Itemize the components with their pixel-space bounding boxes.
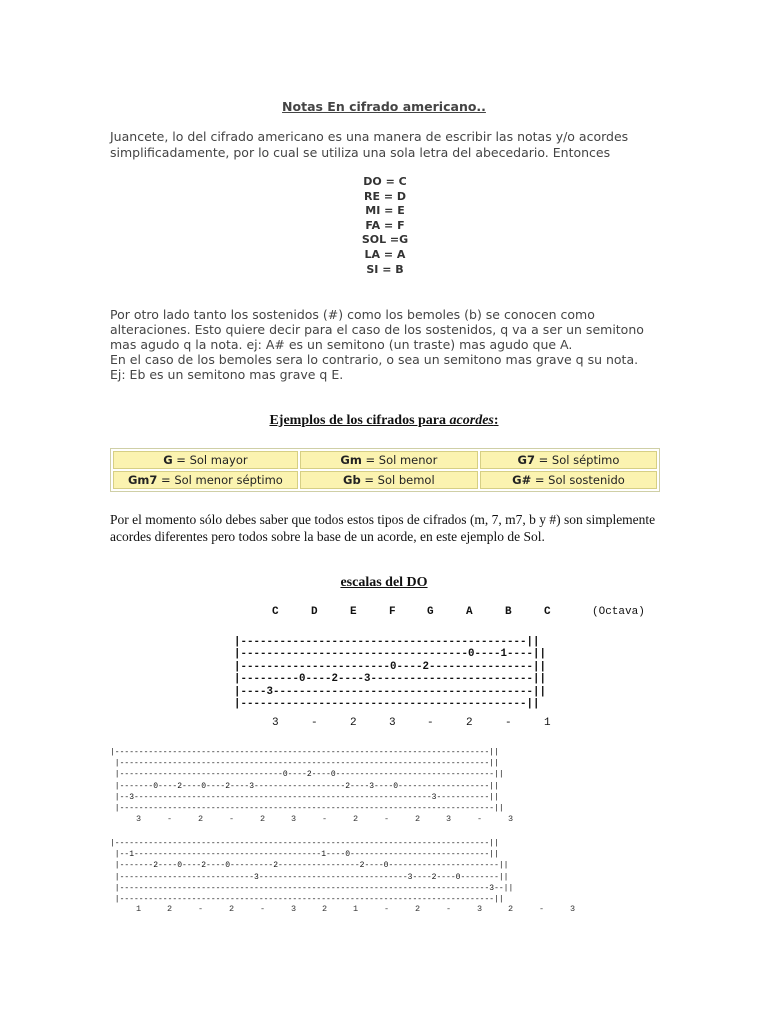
chord-meaning: = Sol menor séptimo [157, 473, 283, 487]
tab-line: |--1---------------------------------------1----0-----------------------------|| [110, 850, 499, 860]
note-item: SI = B [366, 262, 404, 276]
notes-equivalence-list [335, 175, 435, 277]
note-item: DO = C [363, 175, 407, 188]
finger-number: - [505, 717, 512, 729]
finger-number: 3 [477, 904, 483, 914]
finger-number: - [260, 904, 266, 914]
page-title: Notas En cifrado americano.. [282, 99, 486, 114]
tab-line: |-----------------------------------------------------------------------------3--|| [110, 883, 514, 893]
tab-line: |----------------------------------0----2----0---------------------------------|| [110, 770, 504, 780]
note-item: FA = F [365, 218, 405, 232]
finger-number: 2 [466, 717, 473, 729]
finger-number: 2 [353, 814, 359, 824]
tab-line: |------------------------------------------------------------------------------|| [110, 748, 499, 757]
chord-cell [113, 451, 298, 469]
finger-number: 3 [136, 814, 142, 824]
tab-line: |----------------------------3-------------------------------3----2----0--------|| [110, 872, 509, 882]
scales-heading: escalas del DO [340, 575, 428, 590]
intro-paragraph: Juancete, lo del cifrado americano es una manera de escribir las notas y/o acordes simplificadamente, por lo cual se utiliza una sola letra del abecedario. Entonces [110, 129, 629, 160]
finger-number: - [167, 814, 173, 824]
tab-line: |------------------------------------------------------------------------------|| [110, 804, 504, 814]
tab-line: |--------------------------------------------|| [234, 636, 540, 648]
examples-heading-emphasis: acordes [449, 413, 494, 428]
tablature-1 [234, 636, 546, 710]
note-item: MI = E [365, 204, 405, 218]
scale-note: C [544, 606, 551, 618]
finger-number: 2 [322, 904, 328, 914]
tablature-2 [110, 747, 504, 814]
scale-note: B [505, 606, 512, 618]
tab-line: |--------------------------------------------|| [234, 698, 540, 711]
chord-symbol: Gb [343, 473, 361, 487]
scale-note: E [350, 606, 357, 618]
note-item: RE = D [364, 189, 406, 203]
scale-note-header [0, 606, 768, 624]
tablature-3 [110, 838, 513, 905]
finger-number: - [311, 717, 318, 729]
tab-line: |------------------------------------------------------------------------------|| [110, 839, 499, 848]
finger-number: - [322, 814, 328, 824]
finger-number: 1 [136, 904, 142, 914]
finger-number: 2 [415, 814, 421, 824]
finger-number: 2 [508, 904, 514, 914]
tab-line: |-----------------------0----2----------------|| [234, 660, 546, 673]
finger-number: - [384, 814, 390, 824]
scale-note: F [389, 606, 396, 618]
finger-number: 2 [415, 904, 421, 914]
finger-number: 2 [167, 904, 173, 914]
finger-number: 1 [544, 717, 551, 729]
chord-cell [480, 471, 657, 489]
scale-note: G [427, 606, 434, 618]
chord-symbol: G# [512, 473, 532, 487]
chord-symbol: Gm7 [127, 473, 158, 487]
tab-line: |-------0----2----0----2----3-------------------2----3----0-------------------|| [110, 781, 499, 791]
chord-meaning: = Sol menor [361, 453, 438, 467]
scale-note: A [466, 606, 473, 618]
octave-label: (Octava) [592, 606, 645, 618]
finger-number: 1 [353, 904, 359, 914]
chord-examples-table [110, 448, 660, 492]
finger-number: 3 [508, 814, 514, 824]
examples-heading-suffix: : [493, 413, 499, 428]
finger-number: - [384, 904, 390, 914]
examples-heading-prefix: Ejemplos de los cifrados para [269, 413, 450, 428]
tab-line: |------------------------------------------------------------------------------|| [110, 895, 504, 905]
finger-number: 2 [198, 814, 204, 824]
tab-line: |--3--------------------------------------------------------------3-----------|| [110, 792, 499, 802]
finger-number: - [198, 904, 204, 914]
note-item: SOL =G [361, 233, 409, 247]
chord-symbol: Gm [340, 453, 362, 467]
chord-meaning: = Sol sostenido [531, 473, 625, 487]
finger-number: 3 [291, 814, 297, 824]
alteraciones-paragraph: Por otro lado tanto los sostenidos (#) como los bemoles (b) se conocen como alteraciones. Esto quiere decir para el caso de los sostenidos, q va a ser un semitono mas agudo q la nota. ej: A# es un semitono (un traste) mas agudo que A. [110, 307, 644, 352]
scale-note: D [311, 606, 318, 618]
finger-number: - [539, 904, 545, 914]
tab-line: |----3----------------------------------------|| [234, 685, 546, 698]
finger-number: 2 [260, 814, 266, 824]
chord-meaning: = Sol mayor [172, 453, 248, 467]
chord-cell [113, 471, 298, 489]
tab-line: |-------2----0----2----0---------2-----------------2----0-----------------------|| [110, 861, 509, 871]
finger-number: - [446, 904, 452, 914]
chord-symbol: G7 [517, 453, 535, 467]
finger-number: - [229, 814, 235, 824]
finger-number: 3 [272, 717, 279, 729]
chord-cell [300, 471, 478, 489]
finger-number: 3 [389, 717, 396, 729]
bemoles-paragraph: En el caso de los bemoles sera lo contrario, o sea un semitono mas grave q su nota. Ej: Eb es un semitono mas grave q E. [110, 352, 639, 382]
alteraciones-section [110, 307, 655, 382]
tab-line: |-----------------------------------------------------------------------------|| [110, 759, 499, 769]
examples-heading [0, 413, 768, 429]
finger-number: 3 [291, 904, 297, 914]
tab-line: |---------0----2----3-------------------------|| [234, 673, 546, 686]
finger-number: - [427, 717, 434, 729]
tab1-fingering [0, 717, 768, 731]
finger-number: 3 [570, 904, 576, 914]
tab-line: |-----------------------------------0----1----|| [234, 648, 546, 661]
chord-symbol: G [163, 453, 173, 467]
finger-number: 3 [446, 814, 452, 824]
chord-cell [480, 451, 657, 469]
table-row [113, 471, 657, 489]
chord-meaning: = Sol séptimo [534, 453, 620, 467]
momento-paragraph: Por el momento sólo debes saber que todos estos tipos de cifrados (m, 7, m7, b y #) son simplemente acordes diferentes pero todos sobre la base de un acorde, en este ejemplo de Sol. [110, 512, 656, 544]
note-item: LA = A [364, 247, 406, 261]
chord-cell [300, 451, 478, 469]
scale-note: C [272, 606, 279, 618]
table-row [113, 451, 657, 469]
finger-number: 2 [229, 904, 235, 914]
chord-meaning: = Sol bemol [360, 473, 435, 487]
finger-number: 2 [350, 717, 357, 729]
finger-number: - [477, 814, 483, 824]
